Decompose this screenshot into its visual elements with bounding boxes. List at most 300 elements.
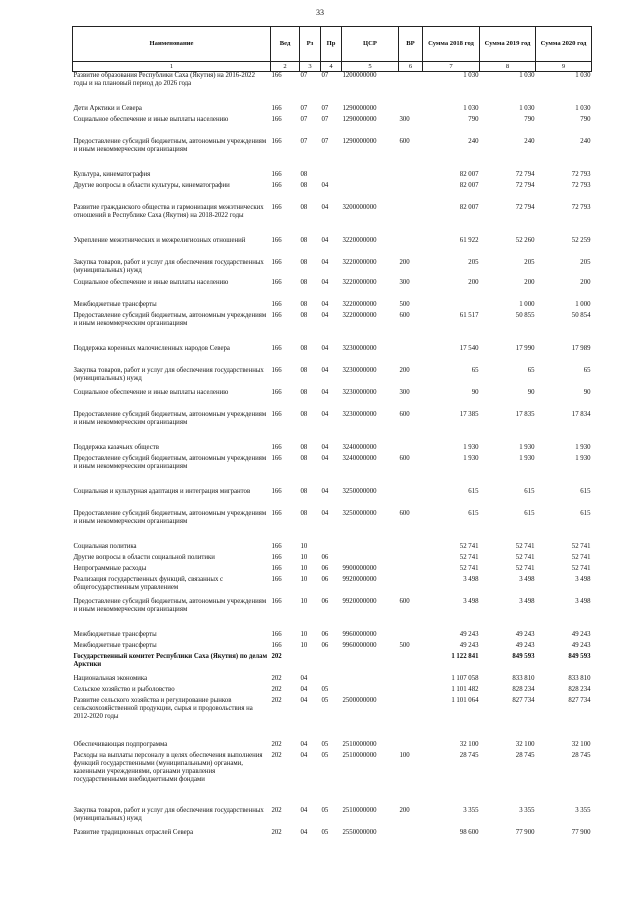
row-sum-2019: 49 243 (515, 641, 535, 649)
row-sum-2018: 615 (468, 487, 479, 495)
row-rz: 10 (300, 542, 308, 550)
row-sum-2019: 790 (524, 115, 535, 123)
row-sum-2020: 3 498 (575, 597, 591, 605)
row-vr: 600 (399, 311, 410, 319)
row-sum-2018: 3 498 (463, 597, 479, 605)
row-sum-2019: 240 (524, 137, 535, 145)
col-number: 1 (73, 62, 271, 72)
row-ved: 202 (271, 685, 282, 693)
row-vr (399, 204, 423, 237)
row-ved: 166 (271, 542, 282, 550)
row-name: Закупка товаров, работ и услуг для обеспечения государственных (муниципальных) нужд (73, 258, 264, 274)
row-sum-2018: 49 243 (459, 641, 479, 649)
row-pr: 05 (321, 806, 329, 814)
row-sum-2019: 77 900 (515, 828, 535, 836)
row-sum-2019: 65 (527, 366, 535, 374)
col-number: 2 (271, 62, 300, 72)
row-csr: 1290000000 (342, 137, 377, 145)
row-vr (399, 543, 423, 554)
row-pr: 04 (321, 388, 329, 396)
row-vr: 600 (399, 454, 410, 462)
row-pr: 07 (321, 104, 329, 112)
row-vr: 200 (399, 366, 410, 374)
row-sum-2018: 200 (468, 278, 479, 286)
row-vr (399, 697, 423, 741)
table-row (73, 72, 592, 105)
row-vr: 600 (399, 137, 410, 145)
row-ved: 166 (271, 300, 282, 308)
table-row (73, 182, 592, 204)
row-csr: 3250000000 (342, 487, 377, 495)
row-name: Закупка товаров, работ и услуг для обеспечения государственных (муниципальных) нужд (73, 806, 264, 822)
header-name: Наименование (73, 27, 271, 62)
row-csr: 9920000000 (342, 597, 377, 605)
row-ved: 166 (271, 641, 282, 649)
row-ved: 166 (271, 104, 282, 112)
row-pr: 04 (321, 236, 329, 244)
row-sum-2019: 50 855 (515, 311, 535, 319)
row-pr: 05 (321, 685, 329, 693)
row-sum-2020: 240 (580, 137, 591, 145)
table-row (73, 631, 592, 642)
row-sum-2018: 65 (471, 366, 479, 374)
row-sum-2020: 72 793 (571, 181, 591, 189)
row-csr: 3250000000 (342, 509, 377, 517)
row-name: Культура, кинематография (73, 170, 151, 178)
row-sum-2020: 52 259 (571, 236, 591, 244)
row-sum-2019: 52 741 (515, 553, 535, 561)
table-row (73, 686, 592, 697)
row-ved: 166 (271, 553, 282, 561)
row-csr: 3230000000 (342, 388, 377, 396)
col-number: 7 (423, 62, 480, 72)
row-sum-2018: 1 101 482 (451, 685, 479, 693)
row-sum-2018: 52 741 (459, 542, 479, 550)
table-row (73, 411, 592, 444)
row-pr: 04 (321, 443, 329, 451)
row-rz: 10 (300, 564, 308, 572)
row-ved: 166 (271, 278, 282, 286)
row-csr: 9920000000 (342, 575, 377, 583)
row-csr: 2510000000 (342, 740, 377, 748)
row-sum-2020: 200 (580, 278, 591, 286)
row-ved: 166 (271, 410, 282, 418)
row-pr: 04 (321, 509, 329, 517)
row-sum-2019: 849 593 (512, 652, 535, 660)
row-rz: 10 (300, 641, 308, 649)
table-row (73, 204, 592, 237)
col-number: 8 (480, 62, 536, 72)
row-rz: 08 (300, 410, 308, 418)
row-pr: 06 (321, 553, 329, 561)
row-vr (399, 105, 423, 116)
row-csr: 1200000000 (342, 72, 377, 79)
table-row (73, 105, 592, 116)
row-rz: 07 (300, 104, 308, 112)
row-vr (399, 631, 423, 642)
row-sum-2018: 1 030 (463, 104, 479, 112)
row-csr: 3220000000 (342, 278, 377, 286)
row-sum-2018: 1 101 064 (451, 696, 479, 704)
row-rz: 08 (300, 203, 308, 211)
table-row (73, 367, 592, 389)
row-pr: 04 (321, 300, 329, 308)
row-pr: 05 (321, 740, 329, 748)
row-csr: 9960000000 (342, 641, 377, 649)
row-vr: 600 (399, 597, 410, 605)
row-ved: 166 (271, 72, 282, 79)
table-row (73, 642, 592, 653)
row-pr: 07 (321, 115, 329, 123)
row-ved: 202 (271, 696, 282, 704)
table-row (73, 488, 592, 510)
row-sum-2018: 1 122 841 (451, 652, 479, 660)
row-pr: 04 (321, 410, 329, 418)
row-pr: 05 (321, 696, 329, 704)
row-name: Другие вопросы в области социальной политики (73, 553, 215, 561)
row-name: Развитие гражданского общества и гармонизация межэтнических отношений в Республике Саха (Якутия) на 2018-2022 годы (73, 203, 264, 219)
row-sum-2018: 52 741 (459, 553, 479, 561)
row-name: Социальная и культурная адаптация и интеграция мигрантов (73, 487, 251, 495)
row-sum-2020: 65 (583, 366, 591, 374)
row-pr: 04 (321, 366, 329, 374)
table-row (73, 741, 592, 752)
row-rz: 04 (300, 674, 308, 682)
row-name: Межбюджетные трансферты (73, 300, 157, 308)
row-sum-2020: 1 000 (575, 300, 591, 308)
row-vr (399, 171, 423, 182)
row-rz: 08 (300, 443, 308, 451)
row-sum-2020: 17 834 (571, 410, 591, 418)
row-csr (342, 653, 399, 675)
row-ved: 166 (271, 575, 282, 583)
row-sum-2020: 72 793 (571, 203, 591, 211)
row-csr: 2500000000 (342, 696, 377, 704)
row-sum-2018 (423, 301, 480, 312)
row-csr: 3240000000 (342, 443, 377, 451)
row-ved: 166 (271, 170, 282, 178)
table-row (73, 279, 592, 301)
row-sum-2018: 1 107 058 (451, 674, 479, 682)
row-name: Социальное обеспечение и иные выплаты населению (73, 278, 229, 286)
row-name: Предоставление субсидий бюджетным, автономным учреждениям и иным некоммерческим организациям (73, 410, 267, 426)
row-pr: 06 (321, 564, 329, 572)
table-row (73, 116, 592, 138)
row-vr: 200 (399, 258, 410, 266)
row-name: Развитие образования Республики Саха (Якутия) на 2016-2022 годы и на плановый период до 2026 года (73, 72, 255, 87)
row-pr (321, 653, 342, 675)
row-name: Социальная политика (73, 542, 137, 550)
row-vr: 500 (399, 641, 410, 649)
row-sum-2020: 77 900 (571, 828, 591, 836)
row-sum-2019: 1 930 (519, 454, 535, 462)
table-row (73, 259, 592, 279)
row-sum-2020: 849 593 (568, 652, 591, 660)
row-sum-2018: 240 (468, 137, 479, 145)
row-vr: 500 (399, 300, 410, 308)
row-sum-2019: 52 260 (515, 236, 535, 244)
row-csr (342, 686, 399, 697)
row-csr: 1290000000 (342, 104, 377, 112)
row-sum-2019: 17 990 (515, 344, 535, 352)
row-sum-2019: 1 030 (519, 104, 535, 112)
table-row (73, 598, 592, 631)
row-pr (321, 543, 342, 554)
row-sum-2018: 82 007 (459, 203, 479, 211)
row-ved: 202 (271, 740, 282, 748)
row-vr (399, 345, 423, 367)
row-rz: 10 (300, 575, 308, 583)
row-sum-2018: 28 745 (459, 751, 479, 759)
row-name: Социальное обеспечение и иные выплаты населению (73, 115, 229, 123)
row-rz: 08 (300, 236, 308, 244)
row-name: Государственный комитет Республики Саха (Якутия) по делам Арктики (73, 652, 268, 668)
row-csr (342, 182, 399, 204)
row-name: Национальная экономика (73, 674, 148, 682)
row-rz: 04 (300, 828, 308, 836)
row-pr: 06 (321, 597, 329, 605)
col-number: 3 (300, 62, 321, 72)
row-pr: 04 (321, 258, 329, 266)
row-sum-2020: 1 030 (575, 72, 591, 79)
row-sum-2019: 90 (527, 388, 535, 396)
row-sum-2019: 615 (524, 487, 535, 495)
row-vr (399, 444, 423, 455)
row-sum-2019: 3 355 (519, 806, 535, 814)
row-vr (399, 554, 423, 565)
row-rz: 08 (300, 487, 308, 495)
row-sum-2019: 52 741 (515, 542, 535, 550)
row-sum-2020: 52 741 (571, 564, 591, 572)
row-name: Непрограммные расходы (73, 564, 147, 572)
row-vr: 300 (399, 388, 410, 396)
row-name: Реализация государственных функций, связанных с общегосударственным управлением (73, 575, 224, 591)
row-sum-2018: 61 517 (459, 311, 479, 319)
row-sum-2019: 827 734 (512, 696, 535, 704)
row-vr: 100 (399, 751, 410, 759)
row-rz: 08 (300, 258, 308, 266)
row-sum-2018: 790 (468, 115, 479, 123)
row-csr: 3230000000 (342, 344, 377, 352)
row-ved: 202 (271, 806, 282, 814)
row-pr: 05 (321, 751, 329, 759)
row-csr: 3220000000 (342, 258, 377, 266)
row-pr: 07 (321, 137, 329, 145)
row-name: Обеспечивающая подпрограмма (73, 740, 168, 748)
col-number: 4 (321, 62, 342, 72)
row-rz: 10 (300, 630, 308, 638)
row-sum-2018: 3 498 (463, 575, 479, 583)
row-name: Сельское хозяйство и рыболовство (73, 685, 175, 693)
row-rz: 07 (300, 137, 308, 145)
row-rz: 10 (300, 553, 308, 561)
row-vr (399, 565, 423, 576)
row-sum-2019: 205 (524, 258, 535, 266)
row-vr: 300 (399, 278, 410, 286)
table-row (73, 653, 592, 675)
row-vr (399, 675, 423, 686)
table-row (73, 444, 592, 455)
row-rz: 04 (300, 696, 308, 704)
table-row (73, 829, 592, 840)
row-name: Межбюджетные трансферты (73, 641, 157, 649)
table-row (73, 312, 592, 345)
row-sum-2019: 32 100 (515, 740, 535, 748)
row-csr: 3230000000 (342, 366, 377, 374)
row-sum-2020: 615 (580, 487, 591, 495)
row-name: Укрепление межэтнических и межрелигиозных отношений (73, 236, 246, 244)
row-pr: 04 (321, 487, 329, 495)
row-csr (342, 675, 399, 686)
row-sum-2019: 1 030 (519, 72, 535, 79)
row-vr (399, 741, 423, 752)
row-sum-2020: 28 745 (571, 751, 591, 759)
row-rz: 10 (300, 597, 308, 605)
row-pr: 07 (321, 72, 329, 79)
row-name: Поддержка коренных малочисленных народов Севера (73, 344, 230, 352)
row-pr: 04 (321, 203, 329, 211)
row-ved: 166 (271, 203, 282, 211)
row-rz: 04 (300, 685, 308, 693)
table-row (73, 565, 592, 576)
row-sum-2019: 828 234 (512, 685, 535, 693)
row-vr (399, 829, 423, 840)
row-sum-2018: 82 007 (459, 170, 479, 178)
row-sum-2020: 1 030 (575, 104, 591, 112)
row-ved: 166 (271, 344, 282, 352)
row-name: Расходы на выплаты персоналу в целях обеспечения выполнения функций государственными (муниципальными) органами, казенными учреждениями, органами управления государственными внебюджетными фондами (73, 751, 263, 783)
table-row (73, 455, 592, 488)
row-sum-2020: 32 100 (571, 740, 591, 748)
row-ved: 166 (271, 115, 282, 123)
row-csr: 9900000000 (342, 564, 377, 572)
table-row (73, 138, 592, 171)
table-row (73, 697, 592, 741)
row-csr: 3220000000 (342, 311, 377, 319)
row-ved: 166 (271, 509, 282, 517)
row-ved: 166 (271, 454, 282, 462)
row-sum-2020: 3 355 (575, 806, 591, 814)
row-ved: 166 (271, 366, 282, 374)
row-rz (300, 653, 321, 675)
row-sum-2020: 72 793 (571, 170, 591, 178)
row-sum-2020: 3 498 (575, 575, 591, 583)
header-rz: Рз (300, 27, 321, 62)
row-vr (399, 237, 423, 259)
row-sum-2019: 17 835 (515, 410, 535, 418)
row-rz: 07 (300, 72, 308, 79)
row-csr (342, 171, 399, 182)
table-row (73, 171, 592, 182)
row-sum-2019: 615 (524, 509, 535, 517)
row-name: Предоставление субсидий бюджетным, автономным учреждениям и иным некоммерческим организациям (73, 137, 267, 153)
row-csr: 2510000000 (342, 806, 377, 814)
table-row (73, 237, 592, 259)
row-rz: 08 (300, 300, 308, 308)
row-pr (321, 171, 342, 182)
row-name: Развитие традиционных отраслей Севера (73, 828, 194, 836)
table-row (73, 510, 592, 543)
row-rz: 08 (300, 278, 308, 286)
row-ved: 202 (271, 652, 282, 660)
row-csr: 2550000000 (342, 828, 377, 836)
row-sum-2020: 49 243 (571, 630, 591, 638)
row-pr: 05 (321, 828, 329, 836)
row-name: Предоставление субсидий бюджетным, автономным учреждениям и иным некоммерческим организациям (73, 597, 267, 613)
row-sum-2019: 200 (524, 278, 535, 286)
header-csr: ЦСР (342, 27, 399, 62)
header-2018: Сумма 2018 год (423, 27, 480, 62)
row-sum-2020: 828 234 (568, 685, 591, 693)
row-csr: 3230000000 (342, 410, 377, 418)
row-sum-2018: 61 922 (459, 236, 479, 244)
page-number: 33 (316, 8, 324, 17)
header-vr: ВР (399, 27, 423, 62)
row-ved: 202 (271, 828, 282, 836)
row-name: Предоставление субсидий бюджетным, автономным учреждениям и иным некоммерческим организациям (73, 311, 267, 327)
row-vr: 300 (399, 115, 410, 123)
row-sum-2018: 1 930 (463, 443, 479, 451)
row-sum-2020: 1 930 (575, 443, 591, 451)
header-row (73, 27, 592, 62)
row-vr (399, 488, 423, 510)
row-name: Закупка товаров, работ и услуг для обеспечения государственных (муниципальных) нужд (73, 366, 264, 382)
row-sum-2020: 615 (580, 509, 591, 517)
row-pr: 04 (321, 181, 329, 189)
row-name: Развитие сельского хозяйства и регулирование рынков сельскохозяйственной продукции, сырья и продовольствия на 2012-2020 годы (73, 696, 253, 720)
table-row (73, 301, 592, 312)
row-sum-2019: 3 498 (519, 575, 535, 583)
row-sum-2018: 49 243 (459, 630, 479, 638)
row-ved: 166 (271, 137, 282, 145)
row-sum-2019: 833 810 (512, 674, 535, 682)
row-name: Межбюджетные трансферты (73, 630, 157, 638)
row-ved: 166 (271, 597, 282, 605)
row-vr: 600 (399, 509, 410, 517)
row-csr: 1290000000 (342, 115, 377, 123)
table-row (73, 807, 592, 829)
row-rz: 08 (300, 366, 308, 374)
column-number-row (73, 62, 592, 72)
row-name: Предоставление субсидий бюджетным, автономным учреждениям и иным некоммерческим организациям (73, 509, 267, 525)
row-sum-2018: 615 (468, 509, 479, 517)
row-ved: 166 (271, 236, 282, 244)
row-rz: 08 (300, 454, 308, 462)
row-ved: 166 (271, 564, 282, 572)
row-name: Другие вопросы в области культуры, кинематографии (73, 181, 230, 189)
row-rz: 08 (300, 181, 308, 189)
col-number: 5 (342, 62, 399, 72)
row-sum-2018: 17 385 (459, 410, 479, 418)
row-sum-2018: 17 540 (459, 344, 479, 352)
row-name: Социальное обеспечение и иные выплаты населению (73, 388, 229, 396)
row-vr: 600 (399, 410, 410, 418)
table-row (73, 543, 592, 554)
row-sum-2019: 3 498 (519, 597, 535, 605)
row-pr: 06 (321, 641, 329, 649)
row-sum-2020: 790 (580, 115, 591, 123)
row-ved: 166 (271, 181, 282, 189)
row-sum-2019: 52 741 (515, 564, 535, 572)
row-sum-2018: 1 030 (463, 72, 479, 79)
row-ved: 166 (271, 388, 282, 396)
row-name: Предоставление субсидий бюджетным, автономным учреждениям и иным некоммерческим организациям (73, 454, 267, 470)
row-sum-2020: 833 810 (568, 674, 591, 682)
row-ved: 166 (271, 258, 282, 266)
row-sum-2019: 72 794 (515, 181, 535, 189)
row-sum-2018: 3 355 (463, 806, 479, 814)
table-row (73, 345, 592, 367)
